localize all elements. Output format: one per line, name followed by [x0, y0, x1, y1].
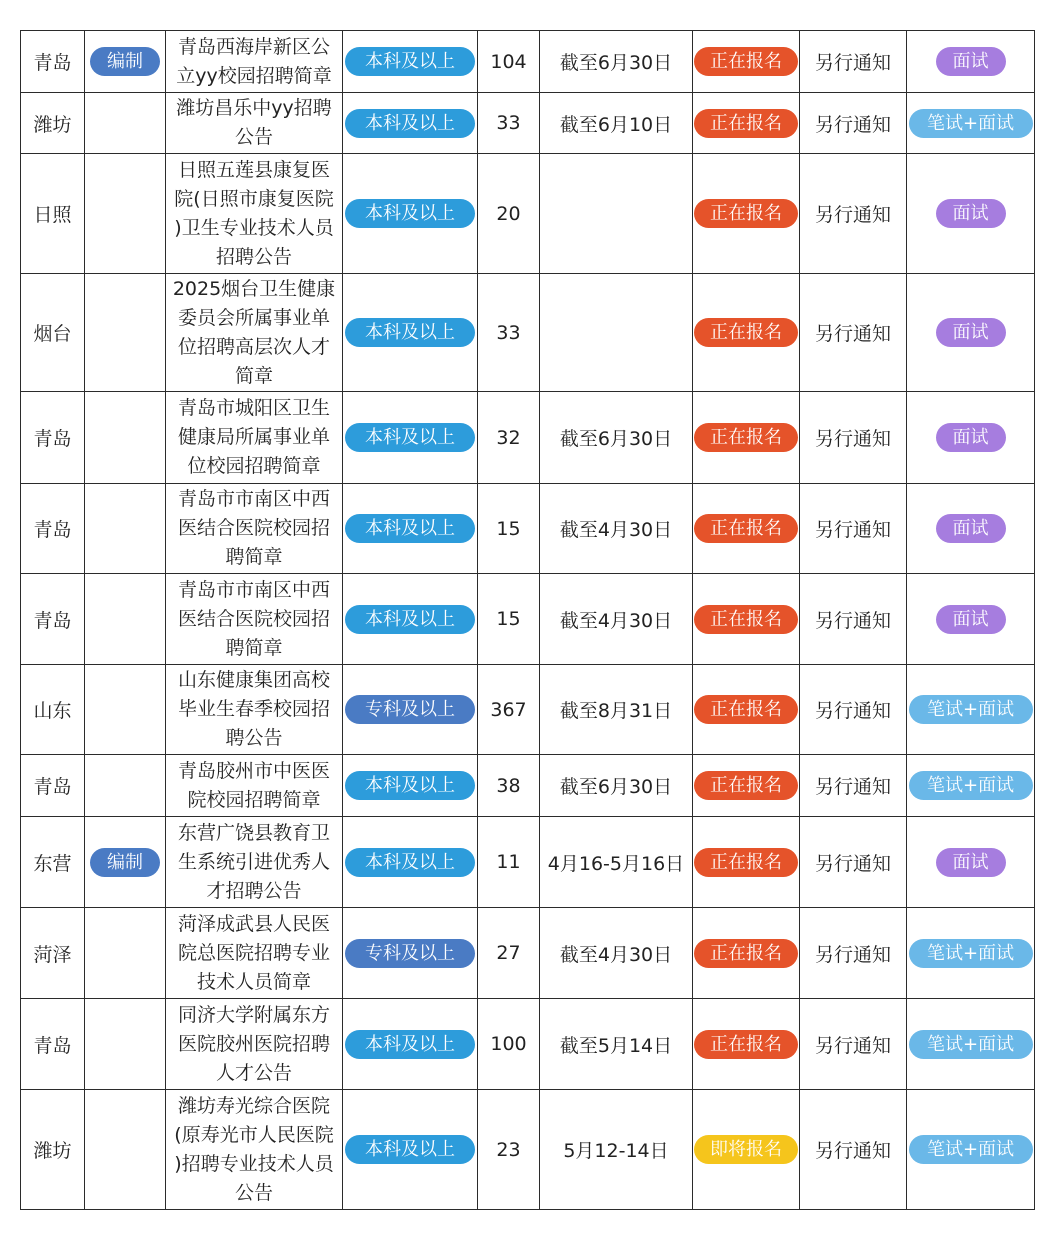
table-row — [21, 274, 1035, 392]
status-cell — [693, 93, 800, 154]
headcount-cell: 100 — [478, 999, 540, 1090]
exam-type-badge: 笔试+面试 — [909, 695, 1033, 724]
title-line: 才招聘公告 — [206, 879, 302, 902]
education-badge: 本科及以上 — [345, 1030, 475, 1059]
headcount-cell: 15 — [478, 574, 540, 665]
table-row — [21, 755, 1035, 817]
title-line: 青岛市市南区中西 — [177, 578, 330, 601]
status-cell — [693, 908, 800, 999]
title-line: 生系统引进优秀人 — [177, 850, 330, 873]
title-line: 聘公告 — [225, 727, 283, 749]
exam-type-badge: 笔试+面试 — [909, 1030, 1033, 1059]
exam-type-badge: 笔试+面试 — [909, 109, 1033, 138]
region-cell: 青岛 — [21, 999, 85, 1090]
education-badge: 本科及以上 — [345, 514, 475, 543]
table-row — [21, 908, 1035, 999]
deadline-cell: 截至4月30日 — [540, 484, 693, 574]
recruitment-table — [20, 30, 1035, 1210]
title-line: )卫生专业技术人员 — [174, 216, 334, 239]
bianzhi-badge: 编制 — [90, 47, 160, 76]
tag-cell — [85, 392, 166, 484]
deadline-cell: 5月12-14日 — [540, 1090, 693, 1210]
exam-type-cell — [907, 31, 1035, 93]
exam-date-cell: 另行通知 — [800, 817, 907, 908]
status-badge: 正在报名 — [694, 1030, 798, 1059]
table-row — [21, 31, 1035, 93]
tag-cell — [85, 574, 166, 665]
education-cell — [343, 274, 478, 392]
deadline-cell: 截至6月30日 — [540, 755, 693, 817]
status-badge: 正在报名 — [694, 47, 798, 76]
table-row — [21, 154, 1035, 274]
deadline-cell: 截至5月14日 — [540, 999, 693, 1090]
title-line: 2025烟台卫生健康 — [172, 277, 336, 300]
title-cell[interactable] — [166, 1090, 343, 1210]
title-cell[interactable] — [166, 574, 343, 665]
status-cell — [693, 484, 800, 574]
education-badge: 本科及以上 — [345, 47, 475, 76]
exam-date-cell: 另行通知 — [800, 755, 907, 817]
title-line: 日照五莲县康复医 — [177, 158, 330, 181]
education-badge: 本科及以上 — [345, 423, 475, 452]
title-cell[interactable] — [166, 484, 343, 574]
title-line: 院总医院招聘专业 — [177, 941, 330, 964]
status-badge: 正在报名 — [694, 848, 798, 877]
deadline-cell: 截至6月30日 — [540, 392, 693, 484]
exam-type-badge: 笔试+面试 — [909, 771, 1033, 800]
exam-type-badge: 面试 — [936, 605, 1006, 634]
headcount-cell: 15 — [478, 484, 540, 574]
headcount-cell: 20 — [478, 154, 540, 274]
table-row — [21, 484, 1035, 574]
region-cell: 青岛 — [21, 31, 85, 93]
headcount-cell: 367 — [478, 665, 540, 755]
education-cell — [343, 665, 478, 755]
education-badge: 本科及以上 — [345, 199, 475, 228]
headcount-cell: 23 — [478, 1090, 540, 1210]
education-cell — [343, 908, 478, 999]
title-line: 立yy校园招聘简章 — [176, 64, 332, 87]
tag-cell — [85, 1090, 166, 1210]
exam-type-cell — [907, 999, 1035, 1090]
title-line: 院(日照市康复医院 — [174, 187, 334, 210]
table-row — [21, 665, 1035, 755]
bianzhi-badge: 编制 — [90, 848, 160, 877]
headcount-cell: 27 — [478, 908, 540, 999]
exam-date-cell: 另行通知 — [800, 1090, 907, 1210]
title-cell[interactable] — [166, 93, 343, 154]
tag-cell — [85, 154, 166, 274]
tag-cell — [85, 817, 166, 908]
education-cell — [343, 484, 478, 574]
title-line: 院校园招聘简章 — [187, 788, 321, 811]
deadline-cell: 截至6月30日 — [540, 31, 693, 93]
region-cell: 东营 — [21, 817, 85, 908]
status-badge: 正在报名 — [694, 514, 798, 543]
table-row — [21, 999, 1035, 1090]
tag-cell — [85, 999, 166, 1090]
education-badge: 专科及以上 — [345, 695, 475, 724]
table-row — [21, 574, 1035, 665]
exam-type-cell — [907, 93, 1035, 154]
title-line: 潍坊寿光综合医院 — [177, 1094, 330, 1117]
title-cell[interactable] — [166, 817, 343, 908]
title-cell[interactable] — [166, 31, 343, 93]
status-badge: 正在报名 — [694, 605, 798, 634]
region-cell: 青岛 — [21, 574, 85, 665]
title-line: 山东健康集团高校 — [177, 669, 330, 691]
education-badge: 本科及以上 — [345, 771, 475, 800]
title-cell[interactable] — [166, 908, 343, 999]
status-cell — [693, 574, 800, 665]
title-line: )招聘专业技术人员 — [174, 1152, 334, 1175]
title-cell[interactable] — [166, 274, 343, 392]
title-line: 技术人员简章 — [196, 970, 311, 993]
exam-type-badge: 面试 — [936, 47, 1006, 76]
tag-cell — [85, 484, 166, 574]
exam-type-cell — [907, 1090, 1035, 1210]
education-badge: 本科及以上 — [345, 1135, 475, 1164]
deadline-cell — [540, 154, 693, 274]
deadline-cell — [540, 274, 693, 392]
exam-date-cell: 另行通知 — [800, 154, 907, 274]
title-line: 公告 — [234, 1181, 273, 1204]
exam-date-cell: 另行通知 — [800, 999, 907, 1090]
education-cell — [343, 755, 478, 817]
title-line: 潍坊昌乐中yy招聘 — [176, 97, 332, 119]
tag-cell — [85, 274, 166, 392]
education-cell — [343, 392, 478, 484]
education-badge: 本科及以上 — [345, 109, 475, 138]
title-line: 青岛胶州市中医医 — [177, 759, 330, 782]
exam-type-badge: 面试 — [936, 199, 1006, 228]
title-line: 健康局所属事业单 — [177, 426, 330, 448]
title-cell[interactable] — [166, 665, 343, 755]
title-line: 人才公告 — [215, 1061, 292, 1084]
education-cell — [343, 1090, 478, 1210]
tag-cell — [85, 31, 166, 93]
education-badge: 本科及以上 — [345, 605, 475, 634]
status-badge: 即将报名 — [694, 1135, 798, 1164]
headcount-cell: 11 — [478, 817, 540, 908]
status-cell — [693, 817, 800, 908]
exam-type-badge: 面试 — [936, 514, 1006, 543]
exam-type-badge: 笔试+面试 — [909, 1135, 1033, 1164]
region-cell: 青岛 — [21, 484, 85, 574]
education-badge: 专科及以上 — [345, 939, 475, 968]
status-badge: 正在报名 — [694, 695, 798, 724]
deadline-cell: 4月16-5月16日 — [540, 817, 693, 908]
exam-type-cell — [907, 154, 1035, 274]
status-cell — [693, 31, 800, 93]
title-cell[interactable] — [166, 999, 343, 1090]
region-cell: 青岛 — [21, 392, 85, 484]
title-line: 青岛市市南区中西 — [177, 488, 330, 510]
exam-type-cell — [907, 574, 1035, 665]
region-cell: 菏泽 — [21, 908, 85, 999]
table-body — [21, 31, 1035, 1210]
region-cell: 日照 — [21, 154, 85, 274]
headcount-cell: 33 — [478, 274, 540, 392]
education-cell — [343, 817, 478, 908]
table-row — [21, 817, 1035, 908]
title-line: 简章 — [234, 364, 273, 387]
title-line: 东营广饶县教育卫 — [177, 821, 330, 844]
education-cell — [343, 999, 478, 1090]
status-badge: 正在报名 — [694, 109, 798, 138]
education-cell — [343, 154, 478, 274]
exam-type-cell — [907, 392, 1035, 484]
exam-type-badge: 面试 — [936, 318, 1006, 347]
title-line: 公告 — [234, 126, 273, 148]
title-line: 聘简章 — [225, 546, 283, 568]
tag-cell — [85, 908, 166, 999]
tag-cell — [85, 755, 166, 817]
status-badge: 正在报名 — [694, 771, 798, 800]
status-badge: 正在报名 — [694, 423, 798, 452]
exam-type-cell — [907, 665, 1035, 755]
title-cell[interactable] — [166, 154, 343, 274]
status-cell — [693, 755, 800, 817]
table-row — [21, 392, 1035, 484]
title-line: 同济大学附属东方 — [177, 1003, 330, 1026]
exam-date-cell: 另行通知 — [800, 31, 907, 93]
title-line: 聘简章 — [225, 636, 283, 659]
headcount-cell: 33 — [478, 93, 540, 154]
region-cell: 青岛 — [21, 755, 85, 817]
title-cell[interactable] — [166, 755, 343, 817]
exam-date-cell: 另行通知 — [800, 274, 907, 392]
status-cell — [693, 665, 800, 755]
tag-cell — [85, 93, 166, 154]
exam-date-cell: 另行通知 — [800, 392, 907, 484]
title-cell[interactable] — [166, 392, 343, 484]
region-cell: 山东 — [21, 665, 85, 755]
education-badge: 本科及以上 — [345, 318, 475, 347]
status-cell — [693, 999, 800, 1090]
education-cell — [343, 574, 478, 665]
table-row — [21, 93, 1035, 154]
title-line: 青岛市城阳区卫生 — [177, 397, 330, 419]
title-line: 委员会所属事业单 — [177, 306, 330, 329]
headcount-cell: 32 — [478, 392, 540, 484]
deadline-cell: 截至4月30日 — [540, 574, 693, 665]
status-cell — [693, 154, 800, 274]
status-badge: 正在报名 — [694, 939, 798, 968]
exam-type-cell — [907, 908, 1035, 999]
status-cell — [693, 1090, 800, 1210]
headcount-cell: 38 — [478, 755, 540, 817]
title-line: 位招聘高层次人才 — [177, 335, 330, 358]
title-line: 菏泽成武县人民医 — [177, 912, 330, 935]
title-line: 医结合医院校园招 — [177, 517, 330, 539]
status-cell — [693, 392, 800, 484]
education-cell — [343, 31, 478, 93]
deadline-cell: 截至6月10日 — [540, 93, 693, 154]
exam-date-cell: 另行通知 — [800, 908, 907, 999]
status-cell — [693, 274, 800, 392]
education-cell — [343, 93, 478, 154]
title-line: 医院胶州医院招聘 — [177, 1032, 330, 1055]
table-row — [21, 1090, 1035, 1210]
exam-date-cell: 另行通知 — [800, 665, 907, 755]
tag-cell — [85, 665, 166, 755]
exam-type-badge: 面试 — [936, 848, 1006, 877]
region-cell: 潍坊 — [21, 93, 85, 154]
status-badge: 正在报名 — [694, 318, 798, 347]
exam-date-cell: 另行通知 — [800, 93, 907, 154]
title-line: 毕业生春季校园招 — [177, 698, 330, 720]
region-cell: 潍坊 — [21, 1090, 85, 1210]
title-line: (原寿光市人民医院 — [174, 1123, 334, 1146]
status-badge: 正在报名 — [694, 199, 798, 228]
education-badge: 本科及以上 — [345, 848, 475, 877]
title-line: 位校园招聘简章 — [187, 455, 321, 477]
title-line: 青岛西海岸新区公 — [177, 35, 330, 58]
region-cell: 烟台 — [21, 274, 85, 392]
exam-type-cell — [907, 755, 1035, 817]
title-line: 医结合医院校园招 — [177, 607, 330, 630]
deadline-cell: 截至8月31日 — [540, 665, 693, 755]
exam-type-cell — [907, 817, 1035, 908]
deadline-cell: 截至4月30日 — [540, 908, 693, 999]
exam-type-cell — [907, 274, 1035, 392]
exam-date-cell: 另行通知 — [800, 574, 907, 665]
exam-date-cell: 另行通知 — [800, 484, 907, 574]
exam-type-badge: 笔试+面试 — [909, 939, 1033, 968]
exam-type-cell — [907, 484, 1035, 574]
title-line: 招聘公告 — [215, 245, 292, 268]
exam-type-badge: 面试 — [936, 423, 1006, 452]
headcount-cell: 104 — [478, 31, 540, 93]
